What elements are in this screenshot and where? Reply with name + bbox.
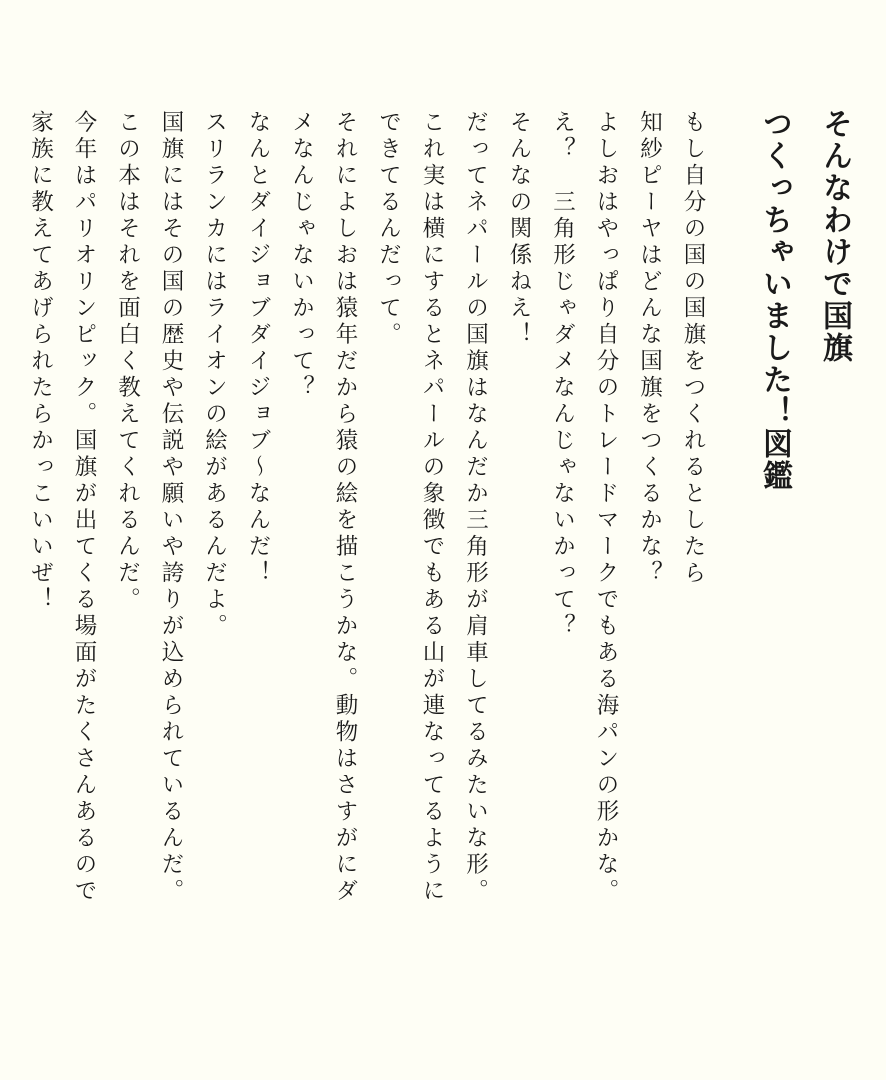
paragraph: なんとダイジョブダイジョブ～なんだ！ (245, 110, 271, 587)
paragraph: 国旗にはその国の歴史や伝説や願いや誇りが込められているんだ。 (158, 110, 184, 905)
paragraph: 家族に教えてあげられたらかっこいいぜ！ (27, 110, 54, 614)
title-line-1: そんなわけで国旗 (817, 108, 852, 364)
paragraph: だってネパールの国旗はなんだか三角形が肩車してるみたいな形。 (462, 110, 489, 905)
paragraph: これ実は横にするとネパールの象徴でもある山が連なってるように (419, 110, 445, 905)
paragraph: 今年はパリオリンピック。国旗が出てくる場面がたくさんあるので (71, 110, 97, 905)
body-text (18, 110, 714, 1070)
paragraph: そんなの関係ねえ！ (506, 110, 532, 349)
paragraph: スリランカにはライオンの絵があるんだよ。 (201, 110, 228, 640)
paragraph: それによしおは猿年だから猿の絵を描こうかな。動物はさすがにダ (332, 110, 358, 905)
paragraph: この本はそれを面白く教えてくれるんだ。 (114, 110, 141, 614)
paragraph: え？ 三角形じゃダメなんじゃないかって？ (549, 110, 576, 640)
paragraph: 知紗ピーヤはどんな国旗をつくるかな？ (636, 110, 663, 587)
paragraph: もし自分の国の国旗をつくれるとしたら (680, 110, 706, 587)
paragraph: メなんじゃないかって？ (288, 110, 315, 402)
title-line-2: つくっちゃいました！図鑑 (757, 108, 792, 492)
paragraph: よしおはやっぱり自分のトレードマークでもある海パンの形かな。 (593, 110, 619, 905)
paragraph: できてるんだって。 (375, 110, 402, 349)
page-title (736, 108, 864, 492)
